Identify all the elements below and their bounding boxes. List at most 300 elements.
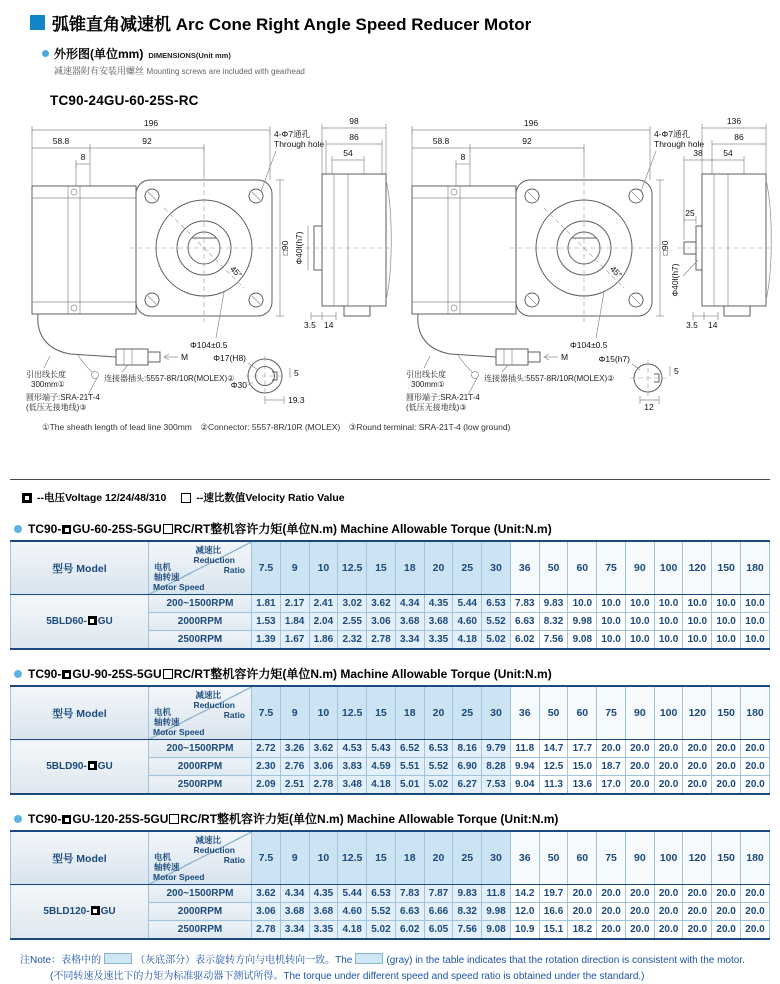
round-terminal-label2: (低压无接地线)③: [26, 402, 87, 412]
ratio-header-cell: 36: [510, 831, 539, 885]
torque-value-cell: 11.3: [539, 776, 568, 795]
torque-value-cell: 10.0: [654, 595, 683, 613]
ratio-header-cell: 75: [597, 831, 626, 885]
torque-value-cell: 19.7: [539, 885, 568, 903]
torque-value-cell: 1.81: [252, 595, 281, 613]
ratio-label-en1: Reduction: [193, 701, 235, 710]
dim-14-right: 14: [708, 320, 718, 330]
dimensions-label-cn: 外形图(单位mm): [54, 45, 143, 62]
torque-value-cell: 20.0: [741, 903, 770, 921]
motor-speed-cell: 200~1500RPM: [149, 595, 252, 613]
torque-value-cell: 5.02: [424, 776, 453, 795]
torque-value-cell: 4.18: [338, 921, 367, 940]
note-line-2: (不同转速及速比下的力矩为标准驱动器下测试所得。The torque under different speed and speed ratio is obtained under the standard.): [50, 969, 770, 984]
torque-value-cell: 9.08: [482, 921, 511, 940]
dim-45deg: 45°: [228, 264, 244, 280]
ratio-header-cell: 100: [654, 541, 683, 595]
torque-value-cell: 9.94: [510, 758, 539, 776]
torque-value-cell: 5.02: [367, 921, 396, 940]
torque-value-cell: 3.68: [424, 613, 453, 631]
torque-value-cell: 3.62: [367, 595, 396, 613]
torque-value-cell: 20.0: [625, 776, 654, 795]
ratio-header-cell: 180: [741, 686, 770, 740]
torque-value-cell: 3.02: [338, 595, 367, 613]
torque-value-cell: 3.34: [395, 631, 424, 650]
ratio-header-cell: 18: [395, 831, 424, 885]
ratio-header-cell: 90: [625, 831, 654, 885]
dim-shaft-bore: Φ17(H8): [213, 353, 246, 363]
symbol-legend: [22, 490, 770, 505]
dim-14: 14: [324, 320, 334, 330]
torque-value-cell: 5.52: [482, 613, 511, 631]
torque-value-cell: 3.06: [309, 758, 338, 776]
torque-value-cell: 15.1: [539, 921, 568, 940]
dim-86-right: 86: [734, 132, 744, 142]
dim-12: 12: [644, 402, 654, 412]
torque-table-90: [10, 685, 770, 795]
torque-value-cell: 6.63: [395, 903, 424, 921]
ratio-placeholder-icon: [163, 669, 173, 679]
ratio-header-cell: 25: [453, 541, 482, 595]
torque-value-cell: 2.78: [252, 921, 281, 940]
torque-value-cell: 10.0: [597, 595, 626, 613]
ratio-header-cell: 9: [280, 686, 309, 740]
mounting-note: [54, 64, 770, 77]
torque-value-cell: 2.78: [309, 776, 338, 795]
ratio-header-cell: 18: [395, 541, 424, 595]
ratio-header-cell: 100: [654, 686, 683, 740]
speed-label-cn1: 电机: [154, 563, 171, 572]
torque-value-cell: 10.0: [597, 613, 626, 631]
torque-value-cell: 4.18: [453, 631, 482, 650]
ratio-header-cell: 180: [741, 541, 770, 595]
torque-value-cell: 20.0: [741, 921, 770, 940]
dim-58-8: 58.8: [53, 136, 70, 146]
ratio-label-en1: Reduction: [193, 556, 235, 565]
torque-value-cell: 12.5: [539, 758, 568, 776]
ratio-header-cell: 60: [568, 831, 597, 885]
ratio-header-cell: 36: [510, 686, 539, 740]
ratio-header-cell: 12.5: [338, 541, 367, 595]
torque-value-cell: 1.67: [280, 631, 309, 650]
torque-value-cell: 8.16: [453, 740, 482, 758]
bullet-icon: [14, 525, 22, 533]
torque-value-cell: 2.76: [280, 758, 309, 776]
torque-value-cell: 20.0: [683, 885, 712, 903]
ratio-placeholder-icon: [163, 524, 173, 534]
ratio-label-en1: Reduction: [193, 846, 235, 855]
torque-value-cell: 10.0: [568, 595, 597, 613]
dim-25: 25: [685, 208, 695, 218]
note-line-1: 注Note：表格中的 （灰底部分）表示旋转方向与电机转向一致。The (gray) in the table indicates that the rotation direction is consistent with the motor.: [20, 953, 770, 969]
drawing-footnote: ①The sheath length of lead line 300mm ②Connector: 5557-8R/10R (MOLEX) ③Round terminal: SRA-21T-4 (low ground): [42, 421, 770, 433]
torque-value-cell: 1.86: [309, 631, 338, 650]
torque-value-cell: 4.18: [367, 776, 396, 795]
section-divider: [10, 479, 770, 480]
ratio-header-cell: 60: [568, 541, 597, 595]
torque-value-cell: 5.01: [395, 776, 424, 795]
table-title-text: TC90- GU-120-25S-5GU RC/RT整机容许力矩(单位N.m) Machine Allowable Torque (Unit:N.m): [28, 810, 558, 827]
torque-value-cell: 2.17: [280, 595, 309, 613]
ratio-header-cell: 75: [597, 541, 626, 595]
ratio-header-cell: 15: [367, 686, 396, 740]
torque-value-cell: 20.0: [625, 758, 654, 776]
dim-196: 196: [144, 118, 158, 128]
table-title-90: [14, 665, 770, 682]
mounting-note-cn: 减速器附有安装用螺丝: [54, 66, 144, 76]
torque-value-cell: 4.60: [338, 903, 367, 921]
bullet-icon: [14, 670, 22, 678]
torque-value-cell: 10.0: [625, 595, 654, 613]
torque-value-cell: 6.53: [367, 885, 396, 903]
ratio-header-cell: 25: [453, 686, 482, 740]
dim-92: 92: [142, 136, 152, 146]
torque-value-cell: 20.0: [741, 885, 770, 903]
torque-value-cell: 4.60: [453, 613, 482, 631]
motor-speed-cell: 2000RPM: [149, 758, 252, 776]
torque-value-cell: 6.66: [424, 903, 453, 921]
round-terminal-label: 圆形端子:SRA-21T-4: [26, 392, 100, 402]
ratio-speed-diagonal-header: [149, 541, 252, 595]
dim-136: 136: [727, 116, 741, 126]
torque-value-cell: 3.68: [309, 903, 338, 921]
ratio-header-cell: 18: [395, 686, 424, 740]
torque-value-cell: 3.06: [367, 613, 396, 631]
torque-value-cell: 16.6: [539, 903, 568, 921]
m-direction-label: M: [181, 352, 188, 362]
torque-value-cell: 8.32: [453, 903, 482, 921]
torque-value-cell: 20.0: [568, 903, 597, 921]
ratio-header-cell: 50: [539, 541, 568, 595]
ratio-header-cell: 20: [424, 541, 453, 595]
speed-label-cn2: 轴转速: [154, 863, 180, 872]
torque-value-cell: 2.09: [252, 776, 281, 795]
torque-value-cell: 18.7: [597, 758, 626, 776]
lead-wire-label-cn: 引出线长度: [26, 369, 66, 379]
torque-value-cell: 11.8: [510, 740, 539, 758]
torque-value-cell: 6.52: [395, 740, 424, 758]
ratio-header-cell: 30: [482, 541, 511, 595]
torque-value-cell: 4.35: [309, 885, 338, 903]
dim-54-right: 54: [723, 148, 733, 158]
ratio-header-cell: 180: [741, 831, 770, 885]
ratio-header-cell: 25: [453, 831, 482, 885]
torque-table-120: [10, 830, 770, 940]
dim-shaft-boss-diameter-right: Φ40l(h7): [670, 263, 680, 296]
ratio-label-en2: Ratio: [224, 566, 245, 575]
torque-value-cell: 4.53: [338, 740, 367, 758]
torque-value-cell: 7.53: [482, 776, 511, 795]
motor-speed-cell: 2500RPM: [149, 631, 252, 650]
torque-value-cell: 2.72: [252, 740, 281, 758]
torque-value-cell: 6.53: [424, 740, 453, 758]
through-hole-label-en: Through hole: [274, 139, 324, 149]
ratio-speed-diagonal-header: [149, 831, 252, 885]
torque-value-cell: 9.08: [568, 631, 597, 650]
torque-value-cell: 20.0: [712, 776, 741, 795]
dim-86: 86: [349, 132, 359, 142]
torque-value-cell: 7.87: [424, 885, 453, 903]
ratio-header-cell: 7.5: [252, 541, 281, 595]
torque-value-cell: 14.2: [510, 885, 539, 903]
model-suffix: GU: [101, 906, 116, 917]
ratio-header-cell: 100: [654, 831, 683, 885]
dim-square90: □90: [280, 240, 290, 255]
torque-value-cell: 10.9: [510, 921, 539, 940]
ratio-header-cell: 20: [424, 831, 453, 885]
torque-value-cell: 3.62: [309, 740, 338, 758]
torque-value-cell: 7.83: [510, 595, 539, 613]
torque-value-cell: 20.0: [741, 740, 770, 758]
dim-shaft-15: Φ15(h7): [599, 354, 631, 364]
speed-label-cn1: 电机: [154, 708, 171, 717]
shaft-detail-right: [599, 354, 679, 412]
ratio-header-cell: 50: [539, 686, 568, 740]
motor-speed-cell: 2000RPM: [149, 903, 252, 921]
torque-value-cell: 2.04: [309, 613, 338, 631]
torque-value-cell: 13.6: [568, 776, 597, 795]
ratio-header-cell: 150: [712, 686, 741, 740]
torque-value-cell: 20.0: [712, 758, 741, 776]
ratio-header-cell: 15: [367, 831, 396, 885]
torque-value-cell: 20.0: [654, 740, 683, 758]
torque-value-cell: 20.0: [654, 903, 683, 921]
torque-value-cell: 20.0: [597, 740, 626, 758]
torque-value-cell: 5.52: [367, 903, 396, 921]
torque-value-cell: 20.0: [654, 758, 683, 776]
voltage-legend-text: --电压Voltage 12/24/48/310: [37, 490, 166, 505]
speed-label-cn1: 电机: [154, 853, 171, 862]
torque-value-cell: 6.53: [482, 595, 511, 613]
page-title: [52, 10, 531, 35]
torque-value-cell: 2.78: [367, 631, 396, 650]
table-title-text: TC90- GU-90-25S-5GU RC/RT整机容许力矩(单位N.m) Machine Allowable Torque (Unit:N.m): [28, 665, 552, 682]
shaded-cell-swatch: [104, 953, 132, 964]
torque-value-cell: 10.0: [597, 631, 626, 650]
torque-value-cell: 9.04: [510, 776, 539, 795]
torque-value-cell: 6.63: [510, 613, 539, 631]
torque-value-cell: 11.8: [482, 885, 511, 903]
ratio-label-en2: Ratio: [224, 856, 245, 865]
table-row: [11, 885, 770, 903]
ratio-header-cell: 150: [712, 831, 741, 885]
ratio-header-cell: 50: [539, 831, 568, 885]
ratio-header-cell: 36: [510, 541, 539, 595]
model-name-cell: [11, 885, 149, 940]
torque-value-cell: 5.43: [367, 740, 396, 758]
filled-square-icon: [22, 493, 32, 503]
torque-value-cell: 20.0: [683, 740, 712, 758]
dim-keyway-5-right: 5: [674, 366, 679, 376]
dim-keyway-5: 5: [294, 368, 299, 378]
torque-value-cell: 20.0: [741, 758, 770, 776]
speed-label-cn2: 轴转速: [154, 718, 180, 727]
torque-value-cell: 20.0: [597, 903, 626, 921]
torque-value-cell: 3.34: [280, 921, 309, 940]
table-title-120: [14, 810, 770, 827]
ratio-header-cell: 12.5: [338, 686, 367, 740]
dim-shaft-outer: Φ30: [231, 380, 248, 390]
torque-value-cell: 8.32: [539, 613, 568, 631]
motor-front-view-right: [406, 118, 704, 412]
torque-value-cell: 20.0: [712, 903, 741, 921]
motor-speed-cell: 200~1500RPM: [149, 740, 252, 758]
torque-value-cell: 7.56: [539, 631, 568, 650]
torque-value-cell: 20.0: [654, 885, 683, 903]
ratio-header-cell: 75: [597, 686, 626, 740]
model-suffix: GU: [98, 761, 113, 772]
torque-value-cell: 10.0: [712, 613, 741, 631]
torque-value-cell: 5.02: [482, 631, 511, 650]
torque-value-cell: 6.02: [510, 631, 539, 650]
torque-value-cell: 6.27: [453, 776, 482, 795]
ratio-header-cell: 7.5: [252, 831, 281, 885]
model-name-cell: [11, 595, 149, 650]
torque-value-cell: 20.0: [597, 885, 626, 903]
torque-value-cell: 10.0: [625, 613, 654, 631]
torque-table-60: [10, 540, 770, 650]
voltage-placeholder-icon: [88, 616, 97, 625]
torque-value-cell: 1.53: [252, 613, 281, 631]
mounting-note-en: Mounting screws are included with gearhead: [147, 67, 305, 76]
through-hole-label-cn: 4-Φ7通孔: [274, 129, 311, 139]
torque-value-cell: 15.0: [568, 758, 597, 776]
torque-value-cell: 4.35: [424, 595, 453, 613]
ratio-label-cn: 减速比: [195, 836, 221, 845]
torque-value-cell: 9.98: [482, 903, 511, 921]
torque-value-cell: 12.0: [510, 903, 539, 921]
dim-3-5: 3.5: [304, 320, 316, 330]
open-square-icon: [181, 493, 191, 503]
torque-value-cell: 2.41: [309, 595, 338, 613]
ratio-speed-diagonal-header: [149, 686, 252, 740]
dimension-drawing-svg: [18, 110, 774, 414]
dim-flange-diameter: Φ104±0.5: [190, 340, 228, 350]
torque-value-cell: 5.44: [338, 885, 367, 903]
ratio-header-cell: 90: [625, 541, 654, 595]
voltage-placeholder-icon: [88, 761, 97, 770]
torque-value-cell: 20.0: [683, 776, 712, 795]
torque-value-cell: 20.0: [625, 885, 654, 903]
ratio-header-cell: 20: [424, 686, 453, 740]
ratio-header-cell: 9: [280, 541, 309, 595]
voltage-placeholder-icon: [62, 815, 71, 824]
torque-value-cell: 6.05: [424, 921, 453, 940]
table-title-60: [14, 520, 770, 537]
torque-value-cell: 10.0: [741, 595, 770, 613]
torque-value-cell: 1.39: [252, 631, 281, 650]
model-name-cell: [11, 740, 149, 795]
page-title-en: Arc Cone Right Angle Speed Reducer Motor: [176, 15, 531, 34]
torque-value-cell: 10.0: [683, 595, 712, 613]
bullet-icon: [42, 50, 49, 57]
model-suffix: GU: [98, 616, 113, 627]
ratio-header-cell: 30: [482, 686, 511, 740]
dimensions-label-en: DIMENSIONS(Unit mm): [148, 51, 231, 60]
torque-value-cell: 20.0: [654, 776, 683, 795]
torque-value-cell: 3.68: [395, 613, 424, 631]
torque-value-cell: 10.0: [741, 613, 770, 631]
table-row: [11, 740, 770, 758]
ratio-header-cell: 10: [309, 686, 338, 740]
motor-speed-cell: 200~1500RPM: [149, 885, 252, 903]
torque-value-cell: 7.56: [453, 921, 482, 940]
torque-value-cell: 20.0: [712, 885, 741, 903]
page-title-cn: 弧锥直角减速机: [52, 15, 171, 34]
voltage-placeholder-icon: [62, 525, 71, 534]
torque-value-cell: 9.83: [453, 885, 482, 903]
torque-value-cell: 14.7: [539, 740, 568, 758]
ratio-label-cn: 减速比: [195, 691, 221, 700]
torque-value-cell: 9.79: [482, 740, 511, 758]
ratio-label-en2: Ratio: [224, 711, 245, 720]
torque-value-cell: 20.0: [654, 921, 683, 940]
torque-value-cell: 4.59: [367, 758, 396, 776]
torque-value-cell: 4.34: [395, 595, 424, 613]
table-row: [11, 595, 770, 613]
motor-speed-cell: 2500RPM: [149, 776, 252, 795]
technical-drawings: [18, 110, 770, 419]
ratio-header-cell: 7.5: [252, 686, 281, 740]
lead-wire-length: 300mm①: [31, 380, 65, 389]
torque-value-cell: 20.0: [625, 903, 654, 921]
ratio-label-cn: 减速比: [195, 546, 221, 555]
model-code: TC90-24GU-60-25S-RC: [50, 93, 770, 108]
model-prefix: 5BLD60-: [46, 616, 87, 627]
torque-value-cell: 10.0: [712, 631, 741, 650]
ratio-header-cell: 12.5: [338, 831, 367, 885]
speed-label-cn2: 轴转速: [154, 573, 180, 582]
torque-value-cell: 1.84: [280, 613, 309, 631]
dim-54: 54: [343, 148, 353, 158]
torque-value-cell: 20.0: [712, 921, 741, 940]
torque-value-cell: 3.35: [309, 921, 338, 940]
torque-value-cell: 10.0: [625, 631, 654, 650]
torque-value-cell: 2.32: [338, 631, 367, 650]
torque-value-cell: 20.0: [625, 921, 654, 940]
ratio-header-cell: 120: [683, 831, 712, 885]
torque-value-cell: 4.34: [280, 885, 309, 903]
torque-value-cell: 20.0: [683, 758, 712, 776]
torque-value-cell: 20.0: [597, 921, 626, 940]
torque-value-cell: 10.0: [683, 613, 712, 631]
torque-value-cell: 3.06: [252, 903, 281, 921]
ratio-header-cell: 120: [683, 541, 712, 595]
ratio-header-cell: 10: [309, 541, 338, 595]
speed-label-en: Motor Speed: [153, 728, 204, 737]
torque-value-cell: 3.62: [252, 885, 281, 903]
torque-value-cell: 20.0: [625, 740, 654, 758]
dim-38: 38: [693, 148, 703, 158]
table-header-row: [11, 686, 770, 740]
bottom-note: [20, 953, 770, 984]
torque-value-cell: 6.90: [453, 758, 482, 776]
torque-value-cell: 3.48: [338, 776, 367, 795]
connector-label: 连接器插头:5557-8R/10R(MOLEX)②: [104, 373, 234, 383]
ratio-legend-text: --速比数值Velocity Ratio Value: [196, 490, 344, 505]
model-column-header: 型号 Model: [11, 541, 149, 595]
torque-value-cell: 2.30: [252, 758, 281, 776]
torque-value-cell: 10.0: [654, 631, 683, 650]
torque-value-cell: 20.0: [712, 740, 741, 758]
torque-value-cell: 6.02: [395, 921, 424, 940]
ratio-header-cell: 9: [280, 831, 309, 885]
ratio-placeholder-icon: [169, 814, 179, 824]
dim-shaft-boss-diameter: Φ40l(h7): [294, 231, 304, 264]
torque-value-cell: 3.68: [280, 903, 309, 921]
torque-value-cell: 17.7: [568, 740, 597, 758]
bullet-icon: [14, 815, 22, 823]
